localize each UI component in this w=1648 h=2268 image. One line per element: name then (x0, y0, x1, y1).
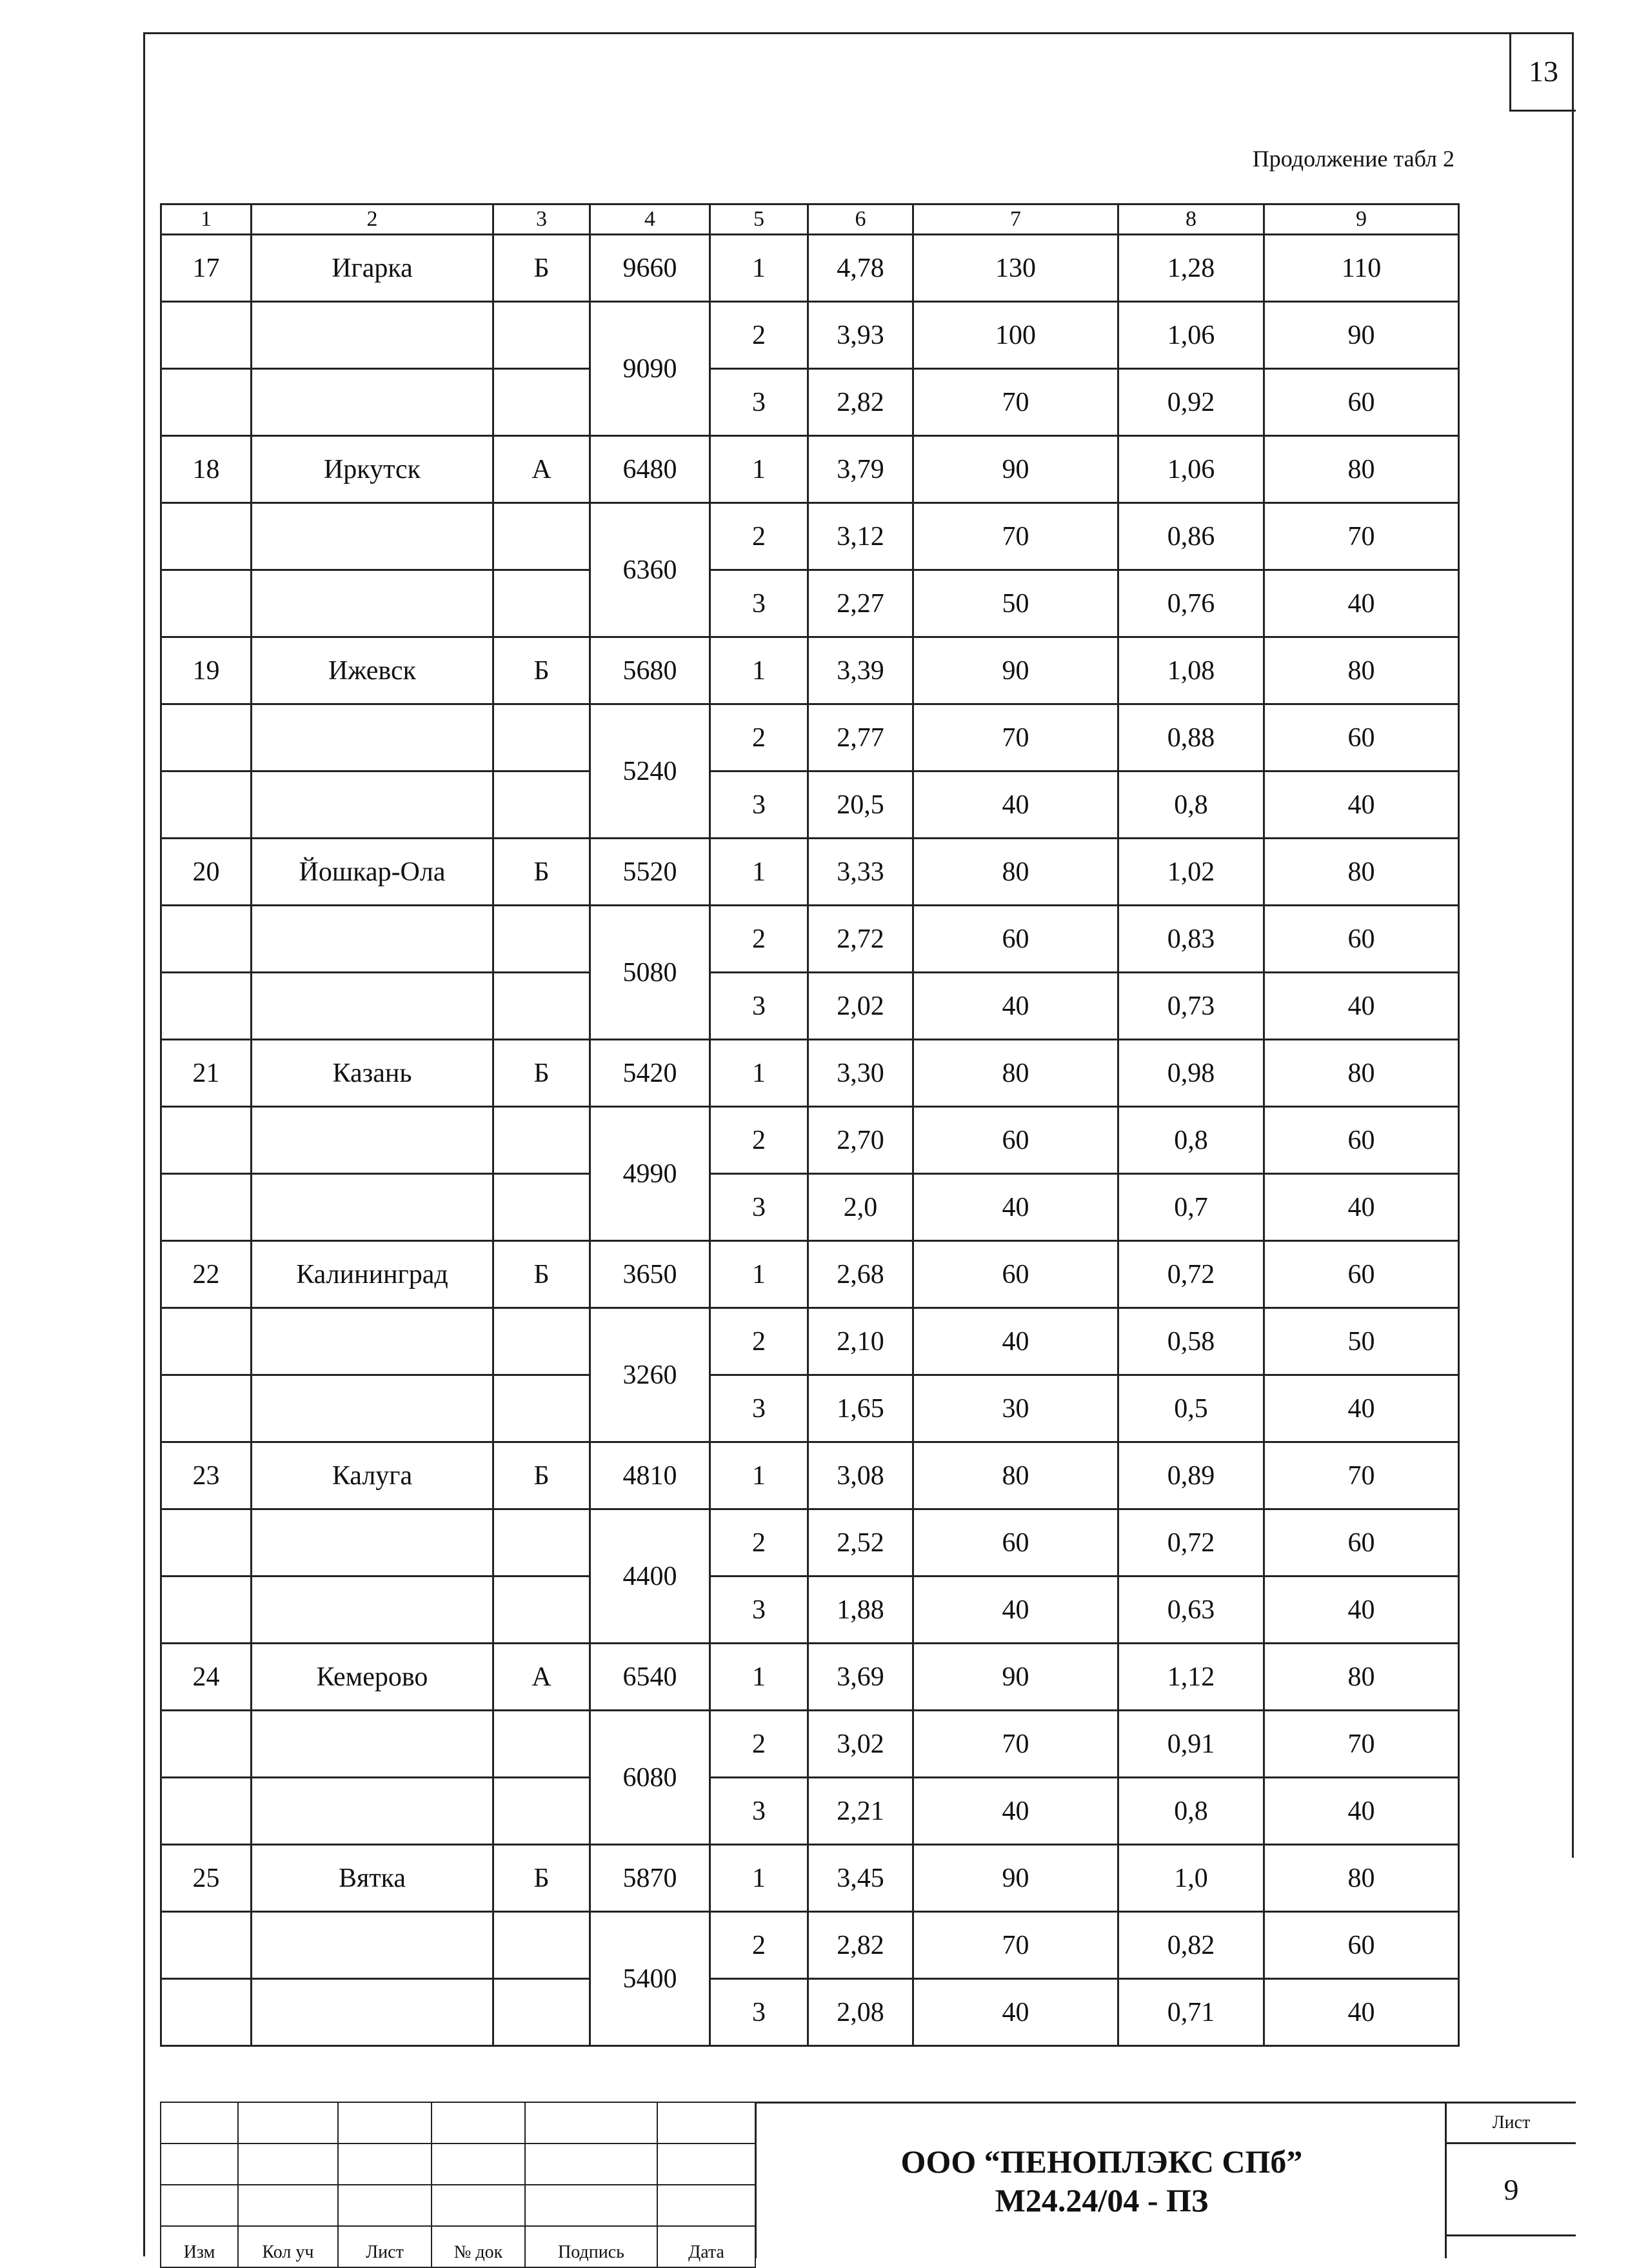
table-row (161, 1040, 1459, 1107)
value-col7: 40 (913, 1308, 1118, 1375)
empty-cell (252, 973, 493, 1040)
table-row (161, 1442, 1459, 1509)
empty-cell (161, 503, 252, 570)
frame-top-border (143, 32, 1574, 34)
value-col5: 3 (710, 973, 808, 1040)
value-col7: 60 (913, 1241, 1118, 1308)
empty-cell (252, 906, 493, 973)
value-col8: 0,72 (1118, 1509, 1264, 1577)
row-number: 19 (161, 637, 252, 704)
sheet-number: 9 (1447, 2144, 1576, 2236)
value-col7: 40 (913, 771, 1118, 839)
value-col5: 3 (710, 1174, 808, 1241)
empty-cell (252, 1308, 493, 1375)
row-number: 20 (161, 839, 252, 906)
value-col6: 3,30 (808, 1040, 913, 1107)
value-col6: 3,93 (808, 302, 913, 369)
empty-cell (161, 1174, 252, 1241)
value-col4: 9660 (590, 235, 710, 302)
row-number: 22 (161, 1241, 252, 1308)
value-col8: 0,71 (1118, 1979, 1264, 2046)
value-col8: 0,88 (1118, 704, 1264, 771)
value-col9: 80 (1264, 1845, 1459, 1912)
title-label-doc-no: № док (432, 2226, 525, 2267)
value-col5: 2 (710, 503, 808, 570)
value-col8: 0,8 (1118, 1778, 1264, 1845)
value-col8: 1,08 (1118, 637, 1264, 704)
empty-cell (252, 503, 493, 570)
frame-left-border (143, 32, 145, 2256)
value-col6: 3,33 (808, 839, 913, 906)
table-row (161, 436, 1459, 503)
value-col6: 3,79 (808, 436, 913, 503)
value-col8: 1,12 (1118, 1644, 1264, 1711)
table-row (161, 235, 1459, 302)
value-col9: 40 (1264, 570, 1459, 637)
value-col5: 2 (710, 1308, 808, 1375)
city-name: Кемерово (252, 1644, 493, 1711)
value-col4: 6360 (590, 503, 710, 637)
value-col6: 3,02 (808, 1711, 913, 1778)
document-code: М24.24/04 - ПЗ (995, 2182, 1209, 2218)
value-col6: 3,69 (808, 1644, 913, 1711)
empty-cell (493, 570, 590, 637)
value-col7: 90 (913, 436, 1118, 503)
value-col4: 5680 (590, 637, 710, 704)
value-col8: 0,5 (1118, 1375, 1264, 1442)
value-col6: 3,45 (808, 1845, 913, 1912)
value-col8: 0,58 (1118, 1308, 1264, 1375)
row-number: 17 (161, 235, 252, 302)
value-col5: 1 (710, 637, 808, 704)
city-name: Казань (252, 1040, 493, 1107)
row-number: 24 (161, 1644, 252, 1711)
value-col9: 70 (1264, 1442, 1459, 1509)
table-row (161, 704, 1459, 771)
value-col7: 40 (913, 1577, 1118, 1644)
title-block-grid (160, 2102, 756, 2268)
value-col9: 60 (1264, 1241, 1459, 1308)
value-col5: 3 (710, 771, 808, 839)
value-col9: 40 (1264, 771, 1459, 839)
value-col6: 2,21 (808, 1778, 913, 1845)
value-col6: 3,12 (808, 503, 913, 570)
value-col4: 6540 (590, 1644, 710, 1711)
value-col9: 80 (1264, 1040, 1459, 1107)
value-col8: 1,06 (1118, 436, 1264, 503)
value-col5: 3 (710, 1577, 808, 1644)
value-col5: 2 (710, 1509, 808, 1577)
empty-cell (493, 973, 590, 1040)
value-col9: 60 (1264, 906, 1459, 973)
table-row (161, 771, 1459, 839)
value-col5: 1 (710, 235, 808, 302)
value-col4: 5080 (590, 906, 710, 1040)
value-col5: 2 (710, 1107, 808, 1174)
empty-cell (252, 704, 493, 771)
value-col4: 3650 (590, 1241, 710, 1308)
value-col9: 40 (1264, 973, 1459, 1040)
table-header-row (161, 204, 1459, 235)
value-col9: 40 (1264, 1979, 1459, 2046)
value-col5: 2 (710, 1912, 808, 1979)
column-header: 7 (913, 204, 1118, 235)
title-label-sheet: Лист (338, 2226, 432, 2267)
table-row (161, 637, 1459, 704)
empty-cell (161, 1778, 252, 1845)
value-col7: 70 (913, 1711, 1118, 1778)
empty-cell (493, 1912, 590, 1979)
empty-cell (493, 1711, 590, 1778)
value-col6: 2,68 (808, 1241, 913, 1308)
value-col4: 9090 (590, 302, 710, 436)
value-col5: 3 (710, 1979, 808, 2046)
value-col7: 90 (913, 637, 1118, 704)
empty-cell (252, 369, 493, 436)
column-header: 5 (710, 204, 808, 235)
empty-cell (252, 1778, 493, 1845)
table-row (161, 1509, 1459, 1577)
value-col6: 2,27 (808, 570, 913, 637)
empty-cell (252, 1509, 493, 1577)
value-col6: 2,52 (808, 1509, 913, 1577)
zone: Б (493, 1845, 590, 1912)
column-header: 2 (252, 204, 493, 235)
value-col8: 1,0 (1118, 1845, 1264, 1912)
row-number: 21 (161, 1040, 252, 1107)
value-col7: 60 (913, 1509, 1118, 1577)
zone: Б (493, 1241, 590, 1308)
value-col9: 60 (1264, 704, 1459, 771)
value-col5: 2 (710, 1711, 808, 1778)
value-col4: 5240 (590, 704, 710, 839)
value-col8: 0,91 (1118, 1711, 1264, 1778)
value-col9: 110 (1264, 235, 1459, 302)
value-col4: 5400 (590, 1912, 710, 2046)
table-row (161, 1644, 1459, 1711)
sheet-block (1445, 2102, 1576, 2258)
value-col8: 1,06 (1118, 302, 1264, 369)
value-col4: 5870 (590, 1845, 710, 1912)
value-col4: 3260 (590, 1308, 710, 1442)
column-header: 1 (161, 204, 252, 235)
value-col7: 70 (913, 503, 1118, 570)
value-col4: 4400 (590, 1509, 710, 1644)
empty-cell (161, 1711, 252, 1778)
value-col9: 40 (1264, 1174, 1459, 1241)
empty-cell (493, 1375, 590, 1442)
empty-cell (493, 1577, 590, 1644)
value-col5: 1 (710, 1040, 808, 1107)
empty-cell (493, 1174, 590, 1241)
value-col6: 2,08 (808, 1979, 913, 2046)
empty-cell (161, 1308, 252, 1375)
value-col5: 1 (710, 1241, 808, 1308)
row-number: 18 (161, 436, 252, 503)
city-name: Игарка (252, 235, 493, 302)
value-col5: 1 (710, 839, 808, 906)
value-col9: 70 (1264, 503, 1459, 570)
table-row (161, 1711, 1459, 1778)
value-col4: 5420 (590, 1040, 710, 1107)
empty-cell (493, 369, 590, 436)
table-row (161, 1979, 1459, 2046)
value-col8: 0,89 (1118, 1442, 1264, 1509)
value-col7: 30 (913, 1375, 1118, 1442)
page-number: 13 (1509, 32, 1576, 112)
table-row (161, 1577, 1459, 1644)
table-row (161, 906, 1459, 973)
value-col5: 1 (710, 436, 808, 503)
empty-cell (252, 1979, 493, 2046)
empty-cell (161, 1577, 252, 1644)
value-col5: 1 (710, 1442, 808, 1509)
table-row (161, 369, 1459, 436)
city-name: Иркутск (252, 436, 493, 503)
value-col8: 0,63 (1118, 1577, 1264, 1644)
title-label-date: Дата (657, 2226, 755, 2267)
organization-name: ООО “ПЕНОПЛЭКС СПб” (900, 2144, 1303, 2180)
column-header: 6 (808, 204, 913, 235)
value-col4: 4990 (590, 1107, 710, 1241)
empty-cell (161, 302, 252, 369)
empty-cell (493, 1979, 590, 2046)
value-col7: 80 (913, 839, 1118, 906)
table-row (161, 1241, 1459, 1308)
table-row (161, 1845, 1459, 1912)
zone: Б (493, 235, 590, 302)
city-name: Вятка (252, 1845, 493, 1912)
value-col6: 2,10 (808, 1308, 913, 1375)
value-col7: 40 (913, 1979, 1118, 2046)
empty-cell (161, 1979, 252, 2046)
value-col5: 3 (710, 1778, 808, 1845)
empty-cell (493, 704, 590, 771)
value-col7: 90 (913, 1644, 1118, 1711)
value-col8: 1,28 (1118, 235, 1264, 302)
empty-cell (252, 302, 493, 369)
zone: Б (493, 637, 590, 704)
value-col6: 3,39 (808, 637, 913, 704)
value-col9: 40 (1264, 1577, 1459, 1644)
value-col8: 0,92 (1118, 369, 1264, 436)
column-header: 8 (1118, 204, 1264, 235)
title-label-count: Кол уч (238, 2226, 338, 2267)
organization-block (755, 2102, 1447, 2258)
empty-cell (252, 1711, 493, 1778)
value-col7: 130 (913, 235, 1118, 302)
value-col7: 60 (913, 906, 1118, 973)
value-col6: 2,82 (808, 369, 913, 436)
table-row (161, 1107, 1459, 1174)
empty-cell (252, 570, 493, 637)
row-number: 25 (161, 1845, 252, 1912)
value-col6: 2,72 (808, 906, 913, 973)
title-label-change: Изм (161, 2226, 238, 2267)
city-name: Калининград (252, 1241, 493, 1308)
value-col6: 2,77 (808, 704, 913, 771)
empty-cell (493, 1308, 590, 1375)
value-col9: 80 (1264, 436, 1459, 503)
empty-cell (252, 1174, 493, 1241)
empty-cell (493, 1509, 590, 1577)
value-col5: 3 (710, 570, 808, 637)
empty-cell (161, 1509, 252, 1577)
value-col7: 80 (913, 1442, 1118, 1509)
value-col8: 0,82 (1118, 1912, 1264, 1979)
empty-cell (161, 771, 252, 839)
empty-cell (252, 771, 493, 839)
value-col7: 40 (913, 1174, 1118, 1241)
value-col7: 40 (913, 1778, 1118, 1845)
column-header: 9 (1264, 204, 1459, 235)
value-col9: 50 (1264, 1308, 1459, 1375)
empty-cell (161, 1912, 252, 1979)
value-col9: 80 (1264, 637, 1459, 704)
table-row (161, 1778, 1459, 1845)
zone: А (493, 1644, 590, 1711)
value-col4: 6080 (590, 1711, 710, 1845)
value-col4: 5520 (590, 839, 710, 906)
city-name: Йошкар-Ола (252, 839, 493, 906)
value-col6: 2,82 (808, 1912, 913, 1979)
title-label-signature: Подпись (525, 2226, 657, 2267)
empty-cell (493, 1107, 590, 1174)
value-col6: 4,78 (808, 235, 913, 302)
empty-cell (252, 1912, 493, 1979)
empty-cell (252, 1375, 493, 1442)
column-header: 3 (493, 204, 590, 235)
empty-cell (161, 1107, 252, 1174)
empty-cell (161, 570, 252, 637)
zone: Б (493, 839, 590, 906)
empty-cell (161, 906, 252, 973)
table-row (161, 570, 1459, 637)
value-col8: 0,83 (1118, 906, 1264, 973)
value-col7: 90 (913, 1845, 1118, 1912)
value-col8: 0,73 (1118, 973, 1264, 1040)
column-header: 4 (590, 204, 710, 235)
value-col9: 60 (1264, 1912, 1459, 1979)
value-col7: 70 (913, 1912, 1118, 1979)
value-col8: 0,76 (1118, 570, 1264, 637)
data-table (160, 203, 1460, 2047)
value-col8: 0,7 (1118, 1174, 1264, 1241)
zone: Б (493, 1442, 590, 1509)
value-col6: 2,02 (808, 973, 913, 1040)
value-col9: 40 (1264, 1778, 1459, 1845)
value-col9: 90 (1264, 302, 1459, 369)
value-col9: 70 (1264, 1711, 1459, 1778)
value-col8: 0,86 (1118, 503, 1264, 570)
value-col9: 80 (1264, 839, 1459, 906)
value-col9: 80 (1264, 1644, 1459, 1711)
value-col9: 40 (1264, 1375, 1459, 1442)
value-col9: 60 (1264, 1107, 1459, 1174)
value-col5: 2 (710, 302, 808, 369)
empty-cell (493, 906, 590, 973)
empty-cell (493, 771, 590, 839)
table-row (161, 1308, 1459, 1375)
value-col4: 4810 (590, 1442, 710, 1509)
value-col7: 100 (913, 302, 1118, 369)
value-col8: 1,02 (1118, 839, 1264, 906)
value-col5: 2 (710, 704, 808, 771)
value-col6: 2,70 (808, 1107, 913, 1174)
value-col7: 60 (913, 1107, 1118, 1174)
zone: А (493, 436, 590, 503)
city-name: Ижевск (252, 637, 493, 704)
table-row (161, 973, 1459, 1040)
city-name: Калуга (252, 1442, 493, 1509)
empty-cell (161, 704, 252, 771)
empty-cell (493, 302, 590, 369)
empty-cell (493, 1778, 590, 1845)
value-col6: 3,08 (808, 1442, 913, 1509)
value-col5: 3 (710, 1375, 808, 1442)
value-col9: 60 (1264, 369, 1459, 436)
value-col8: 0,98 (1118, 1040, 1264, 1107)
value-col6: 20,5 (808, 771, 913, 839)
empty-cell (252, 1577, 493, 1644)
table-row (161, 503, 1459, 570)
table-row (161, 839, 1459, 906)
value-col7: 70 (913, 369, 1118, 436)
value-col7: 70 (913, 704, 1118, 771)
value-col7: 40 (913, 973, 1118, 1040)
table-row (161, 302, 1459, 369)
value-col8: 0,8 (1118, 771, 1264, 839)
zone: Б (493, 1040, 590, 1107)
value-col6: 1,88 (808, 1577, 913, 1644)
empty-cell (161, 973, 252, 1040)
empty-cell (161, 1375, 252, 1442)
empty-cell (161, 369, 252, 436)
table-caption: Продолжение табл 2 (1252, 146, 1454, 172)
sheet-label: Лист (1447, 2104, 1576, 2144)
table-row (161, 1375, 1459, 1442)
value-col7: 80 (913, 1040, 1118, 1107)
value-col5: 1 (710, 1644, 808, 1711)
empty-cell (493, 503, 590, 570)
value-col5: 1 (710, 1845, 808, 1912)
value-col5: 3 (710, 369, 808, 436)
value-col7: 50 (913, 570, 1118, 637)
value-col4: 6480 (590, 436, 710, 503)
value-col8: 0,8 (1118, 1107, 1264, 1174)
value-col8: 0,72 (1118, 1241, 1264, 1308)
empty-cell (252, 1107, 493, 1174)
table-row (161, 1174, 1459, 1241)
value-col6: 1,65 (808, 1375, 913, 1442)
frame-right-border (1572, 32, 1574, 1858)
table-row (161, 1912, 1459, 1979)
value-col6: 2,0 (808, 1174, 913, 1241)
value-col5: 2 (710, 906, 808, 973)
row-number: 23 (161, 1442, 252, 1509)
value-col9: 60 (1264, 1509, 1459, 1577)
